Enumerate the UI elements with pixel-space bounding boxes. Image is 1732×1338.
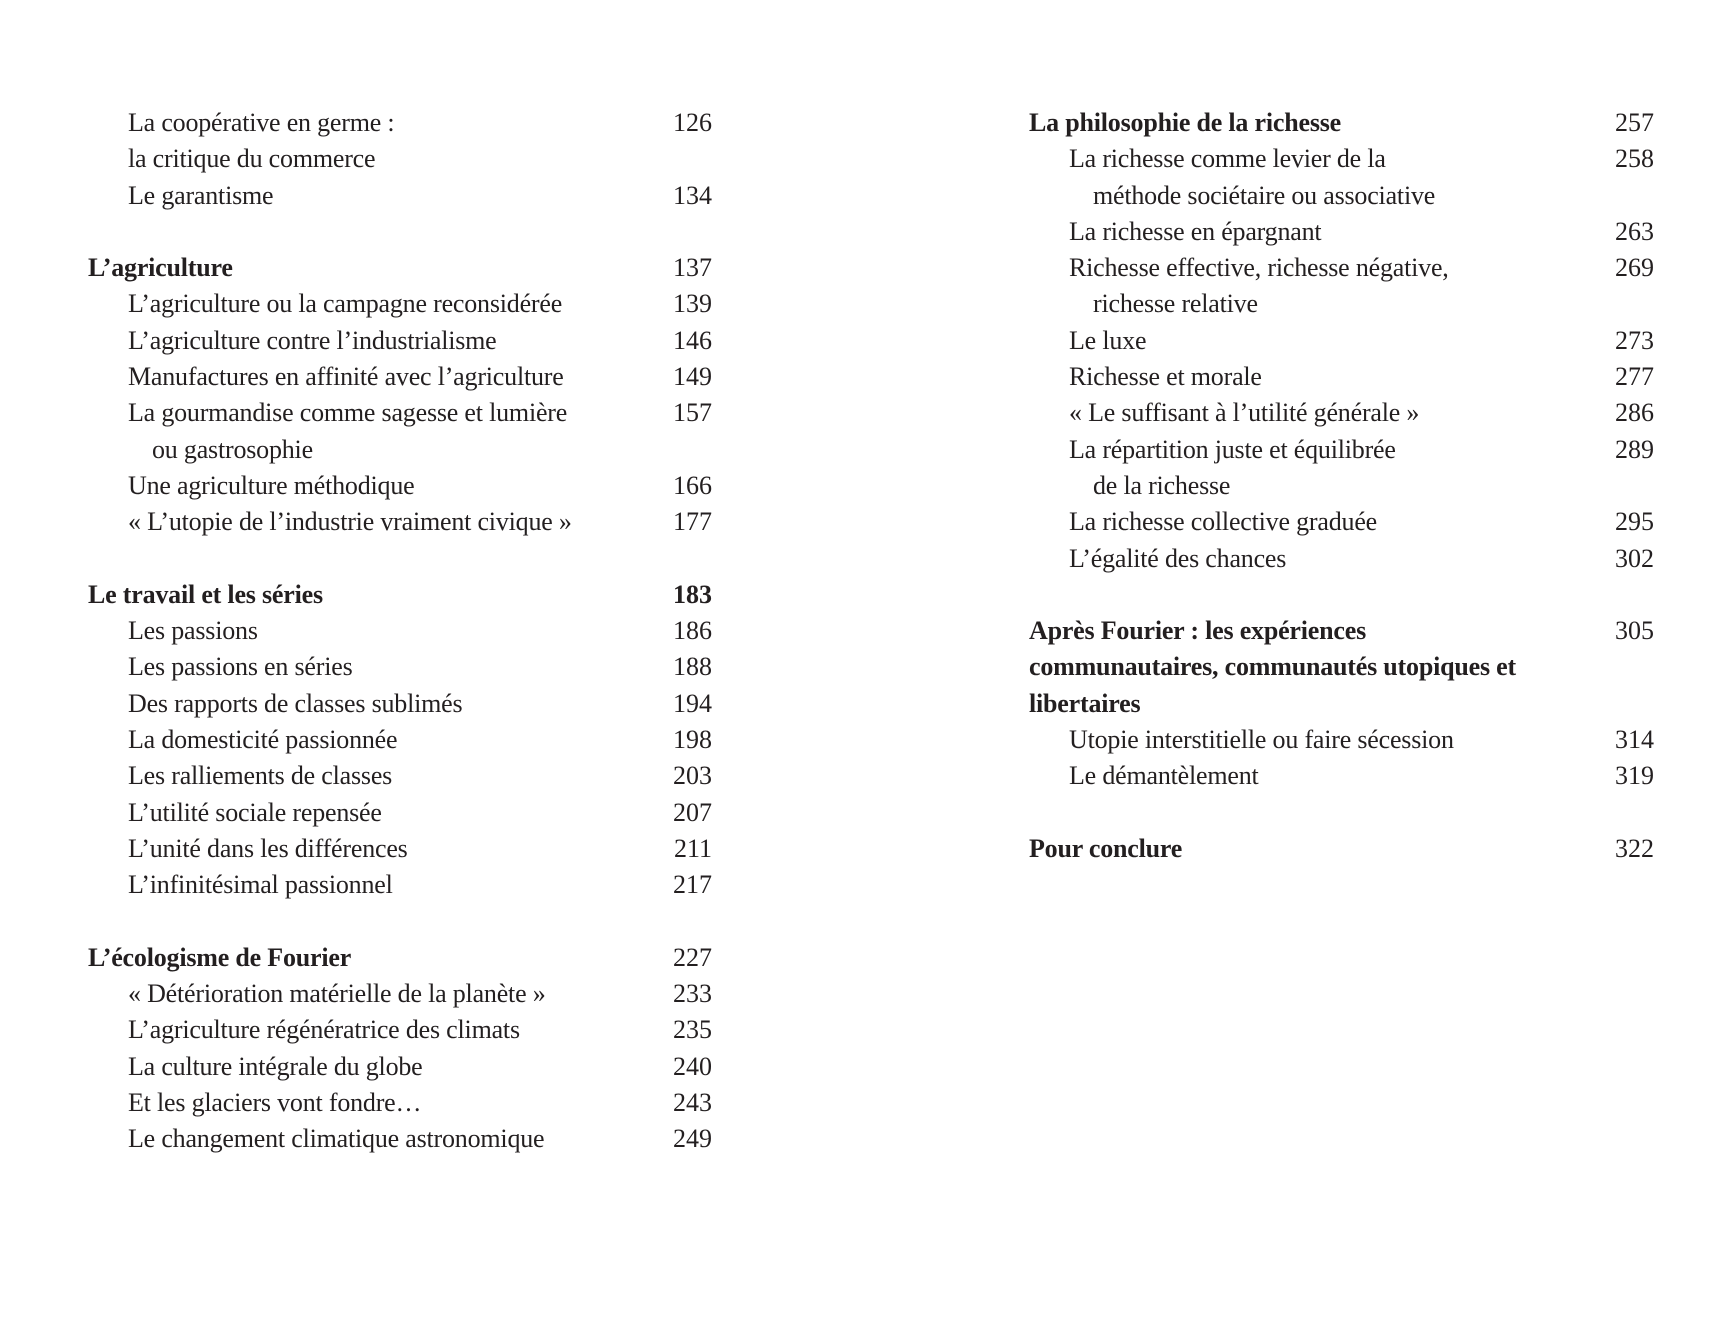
entry-title: L’agriculture: [88, 253, 233, 283]
entry-title-continuation: libertaires: [1029, 688, 1141, 718]
toc-section[interactable]: [1029, 359, 1654, 395]
entry-title: La richesse en épargnant: [1069, 216, 1322, 246]
page-number: 149: [673, 362, 712, 392]
entry-title: Les ralliements de classes: [128, 761, 393, 791]
entry-title: L’infinitésimal passionnel: [128, 870, 393, 900]
toc-section[interactable]: [88, 1085, 712, 1121]
toc-section[interactable]: [88, 323, 712, 359]
page-number: 227: [673, 942, 712, 972]
toc-section[interactable]: [1029, 432, 1654, 505]
toc-section[interactable]: [88, 105, 712, 178]
entry-title: Pour conclure: [1029, 833, 1183, 863]
page-number: 233: [673, 979, 712, 1009]
page-number: 203: [673, 761, 712, 791]
page-number: 314: [1615, 725, 1654, 755]
toc-section[interactable]: [1029, 323, 1654, 359]
entry-title: Le démantèlement: [1069, 761, 1259, 791]
page-number: 319: [1615, 761, 1654, 791]
toc-section[interactable]: [1029, 758, 1654, 794]
page-number: 198: [673, 725, 712, 755]
entry-title: La richesse comme levier de la: [1069, 144, 1386, 174]
page-number: 134: [673, 180, 712, 210]
entry-title: Et les glaciers vont fondre…: [128, 1088, 422, 1118]
entry-title: La domesticité passionnée: [128, 725, 398, 755]
page-number: 295: [1615, 507, 1654, 537]
section-gap: [88, 214, 712, 250]
entry-title: L’agriculture contre l’industrialisme: [128, 325, 497, 355]
toc-section[interactable]: [88, 1121, 712, 1157]
page-number: 289: [1615, 434, 1654, 464]
entry-title: Les passions en séries: [128, 652, 353, 682]
toc-section[interactable]: [1029, 214, 1654, 250]
entry-title-continuation: méthode sociétaire ou associative: [1093, 180, 1436, 210]
toc-column-right: [1029, 105, 1654, 867]
entry-title: La coopérative en germe :: [128, 108, 395, 137]
toc-section[interactable]: [1029, 541, 1654, 577]
toc-section[interactable]: [1029, 250, 1654, 323]
page-number: 177: [673, 507, 712, 537]
toc-section[interactable]: [1029, 395, 1654, 431]
entry-title: Le luxe: [1069, 325, 1147, 355]
page-number: 269: [1615, 253, 1654, 283]
toc-chapter[interactable]: [1029, 105, 1654, 141]
entry-title: La richesse collective graduée: [1069, 507, 1377, 537]
entry-title: Le changement climatique astronomique: [128, 1124, 545, 1154]
page-number: 240: [673, 1051, 712, 1081]
entry-title-continuation: ou gastrosophie: [152, 434, 313, 464]
page-number: 157: [673, 398, 712, 428]
toc-section[interactable]: [88, 395, 712, 468]
toc-section[interactable]: [88, 504, 712, 540]
toc-column-left: [88, 105, 712, 1158]
entry-title: Des rapports de classes sublimés: [128, 688, 463, 718]
page-number: 258: [1615, 144, 1654, 174]
entry-title-continuation: communautaires, communautés utopiques et: [1029, 652, 1516, 682]
entry-title: « Le suffisant à l’utilité générale »: [1069, 398, 1420, 428]
toc-section[interactable]: [88, 686, 712, 722]
section-gap: [1029, 577, 1654, 613]
toc-section[interactable]: [88, 286, 712, 322]
toc-chapter[interactable]: [1029, 613, 1654, 722]
toc-section[interactable]: [88, 649, 712, 685]
page-number: 249: [673, 1124, 712, 1154]
toc-section[interactable]: [88, 758, 712, 794]
entry-title: « L’utopie de l’industrie vraiment civique »: [128, 507, 572, 537]
toc-section[interactable]: [88, 831, 712, 867]
toc-section[interactable]: [88, 795, 712, 831]
toc-section[interactable]: [1029, 504, 1654, 540]
entry-title: La gourmandise comme sagesse et lumière: [128, 398, 568, 428]
entry-title-continuation: de la richesse: [1093, 470, 1231, 500]
page-number: 235: [673, 1015, 712, 1045]
page-number: 194: [673, 688, 712, 718]
toc-chapter[interactable]: [88, 577, 712, 613]
page-number: 257: [1615, 108, 1654, 137]
page-number: 146: [673, 325, 712, 355]
toc-section[interactable]: [88, 1049, 712, 1085]
toc-section[interactable]: [88, 468, 712, 504]
page-number: 139: [673, 289, 712, 319]
toc-chapter[interactable]: [88, 940, 712, 976]
page-number: 166: [673, 470, 712, 500]
page-number: 183: [673, 579, 712, 609]
page-number: 137: [673, 253, 712, 283]
page-number: 302: [1615, 543, 1654, 573]
entry-title: L’utilité sociale repensée: [128, 797, 382, 827]
section-gap: [88, 541, 712, 577]
page-number: 186: [673, 616, 712, 646]
entry-title: Les passions: [128, 616, 258, 646]
entry-title: Une agriculture méthodique: [128, 470, 415, 500]
page-number: 273: [1615, 325, 1654, 355]
entry-title: L’agriculture ou la campagne reconsidérée: [128, 289, 563, 319]
toc-section[interactable]: [88, 976, 712, 1012]
entry-title: L’écologisme de Fourier: [88, 942, 352, 972]
entry-title: L’égalité des chances: [1069, 543, 1287, 573]
entry-title: L’agriculture régénératrice des climats: [128, 1015, 520, 1045]
toc-section[interactable]: [88, 1012, 712, 1048]
page-number: 188: [673, 652, 712, 682]
entry-title: La culture intégrale du globe: [128, 1051, 423, 1081]
page-number: 207: [673, 797, 712, 827]
section-gap: [1029, 795, 1654, 831]
toc-section[interactable]: [88, 178, 712, 214]
page-number: 126: [673, 108, 712, 137]
entry-title-continuation: richesse relative: [1093, 289, 1258, 319]
entry-title: La philosophie de la richesse: [1029, 108, 1342, 137]
page-number: 211: [673, 833, 712, 863]
entry-title: L’unité dans les différences: [128, 833, 408, 863]
page-number: 217: [673, 870, 712, 900]
entry-title: Manufactures en affinité avec l’agriculture: [128, 362, 564, 392]
entry-title-continuation: la critique du commerce: [128, 144, 376, 174]
toc-chapter[interactable]: [1029, 831, 1654, 867]
toc-section[interactable]: [88, 613, 712, 649]
page-number: 263: [1615, 216, 1654, 246]
entry-title: « Détérioration matérielle de la planète »: [128, 979, 546, 1009]
toc-chapter[interactable]: [88, 250, 712, 286]
page-number: 277: [1615, 362, 1654, 392]
toc-section[interactable]: [88, 722, 712, 758]
page-number: 305: [1615, 616, 1654, 646]
entry-title: La répartition juste et équilibrée: [1069, 434, 1396, 464]
entry-title: Richesse effective, richesse négative,: [1069, 253, 1449, 283]
toc-section[interactable]: [1029, 141, 1654, 214]
page-number: 243: [673, 1088, 712, 1118]
entry-title: Utopie interstitielle ou faire sécession: [1069, 725, 1454, 755]
toc-section[interactable]: [88, 359, 712, 395]
entry-title: Le travail et les séries: [88, 579, 323, 609]
page-number: 286: [1615, 398, 1654, 428]
entry-title: Le garantisme: [128, 180, 274, 210]
entry-title: Après Fourier : les expériences: [1029, 616, 1366, 646]
entry-title: Richesse et morale: [1069, 362, 1262, 392]
section-gap: [88, 904, 712, 940]
toc-section[interactable]: [1029, 722, 1654, 758]
toc-section[interactable]: [88, 867, 712, 903]
page-number: 322: [1615, 833, 1654, 863]
